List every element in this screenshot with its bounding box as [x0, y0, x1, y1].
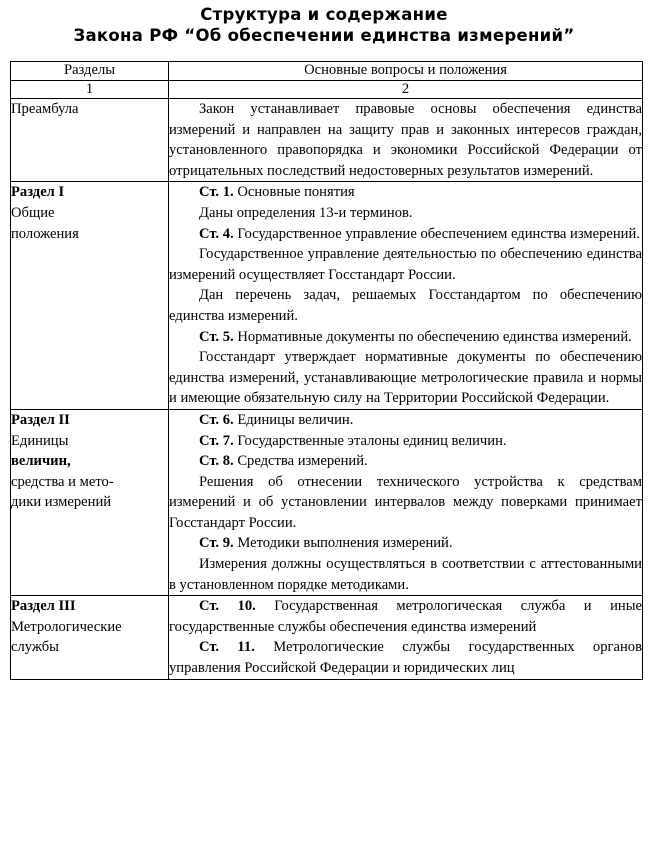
paragraph-text: Основные понятия	[233, 184, 355, 201]
section-name-line: службы	[11, 639, 59, 656]
section-name-line: Единицы	[11, 432, 69, 449]
section-cell	[11, 596, 169, 679]
section-cell	[11, 99, 169, 182]
column-number-1: 1	[11, 81, 169, 99]
content-cell	[169, 596, 643, 679]
column-number-2: 2	[169, 81, 643, 99]
column-header-content: Основные вопросы и положения	[169, 62, 643, 81]
table-row	[11, 596, 643, 679]
section-cell	[11, 409, 169, 595]
paragraph-text: Единицы величин.	[233, 411, 354, 428]
content-cell	[169, 99, 643, 182]
document-title-line2: Закона РФ “Об обеспечении единства измерений”	[73, 26, 575, 45]
section-name-line: положения	[11, 225, 79, 242]
paragraph-text: Государственное управление обеспечением единства измерений.	[233, 225, 640, 242]
paragraph-text: Метрологические службы государственных органов управления Российской Федерации и юридических лиц	[169, 639, 642, 677]
paragraph-text: Государственные эталоны единиц величин.	[233, 432, 507, 449]
section-title: Раздел I	[11, 184, 65, 201]
content-paragraph	[169, 554, 642, 595]
document-title-line1: Структура и содержание	[200, 5, 448, 24]
table-row	[11, 99, 643, 182]
paragraph-text: Государственная метрологическая служба и иные государственные службы обеспечения единства измерений	[169, 598, 642, 635]
article-number: Ст. 6.	[199, 411, 234, 428]
content-paragraph	[169, 410, 642, 431]
paragraph-text: Средства измерений.	[233, 453, 368, 470]
article-number: Ст. 11.	[199, 639, 255, 656]
article-number: Ст. 8.	[199, 453, 234, 470]
paragraph-text: Измерения должны осуществляться в соответствии с аттестованными в установленном порядке методиками.	[169, 556, 642, 593]
section-title: Раздел II	[11, 411, 70, 428]
table-row	[11, 182, 643, 410]
article-number: Ст. 9.	[199, 535, 234, 552]
paragraph-text: Методики выполнения измерений.	[233, 535, 453, 552]
content-paragraph	[169, 203, 642, 224]
article-number: Ст. 1.	[199, 184, 234, 201]
section-name-line: средства и мето-	[11, 473, 114, 490]
content-paragraph	[169, 99, 642, 181]
content-paragraph	[169, 224, 642, 245]
paragraph-text: Закон устанавливает правовые основы обеспечения единства измерений и направлен на защиту прав и законных интересов граждан, установленного правопорядка и экономики Российской Федерации от отрицательных последствий недостоверных результатов измерений.	[169, 101, 642, 179]
paragraph-text: Даны определения 13-и терминов.	[199, 204, 413, 221]
content-paragraph	[169, 596, 642, 637]
section-name-line: Метрологические	[11, 618, 122, 635]
article-number: Ст. 4.	[199, 225, 234, 242]
column-header-sections: Разделы	[11, 62, 169, 81]
section-title: Раздел III	[11, 598, 76, 615]
paragraph-text: Государственное управление деятельностью по обеспечению единства измерений осуществляет Госстандарт России.	[169, 246, 642, 283]
content-paragraph	[169, 431, 642, 452]
column-number-row	[11, 81, 643, 99]
section-name-line: величин,	[11, 453, 71, 470]
section-name-line: Общие	[11, 204, 55, 221]
paragraph-text: Дан перечень задач, решаемых Госстандартом по обеспечению единства измерений.	[169, 287, 642, 324]
content-paragraph	[169, 472, 642, 534]
content-paragraph	[169, 637, 642, 678]
table-header-row	[11, 62, 643, 81]
table-body	[11, 99, 643, 680]
article-number: Ст. 7.	[199, 432, 234, 449]
content-paragraph	[169, 347, 642, 409]
content-paragraph	[169, 533, 642, 554]
content-cell	[169, 182, 643, 410]
content-paragraph	[169, 182, 642, 203]
paragraph-text: Госстандарт утверждает нормативные документы по обеспечению единства измерений, устанавливающие метрологические правила и нормы и имеющие обязательную силу на Территории Российской Федерации.	[169, 349, 642, 407]
content-paragraph	[169, 451, 642, 472]
law-structure-table	[10, 61, 643, 680]
content-paragraph	[169, 327, 642, 348]
section-cell	[11, 182, 169, 410]
article-number: Ст. 10.	[199, 598, 256, 615]
section-name-line: дики измерений	[11, 494, 112, 511]
paragraph-text: Решения об отнесении технического устройства к средствам измерений и об установлении интервалов между поверками принимает Госстандарт России.	[169, 473, 642, 531]
content-paragraph	[169, 244, 642, 285]
content-cell	[169, 409, 643, 595]
paragraph-text: Нормативные документы по обеспечению единства измерений.	[233, 328, 632, 345]
table-row	[11, 409, 643, 595]
section-name-line: Преамбула	[11, 101, 79, 117]
content-paragraph	[169, 285, 642, 326]
article-number: Ст. 5.	[199, 328, 234, 345]
